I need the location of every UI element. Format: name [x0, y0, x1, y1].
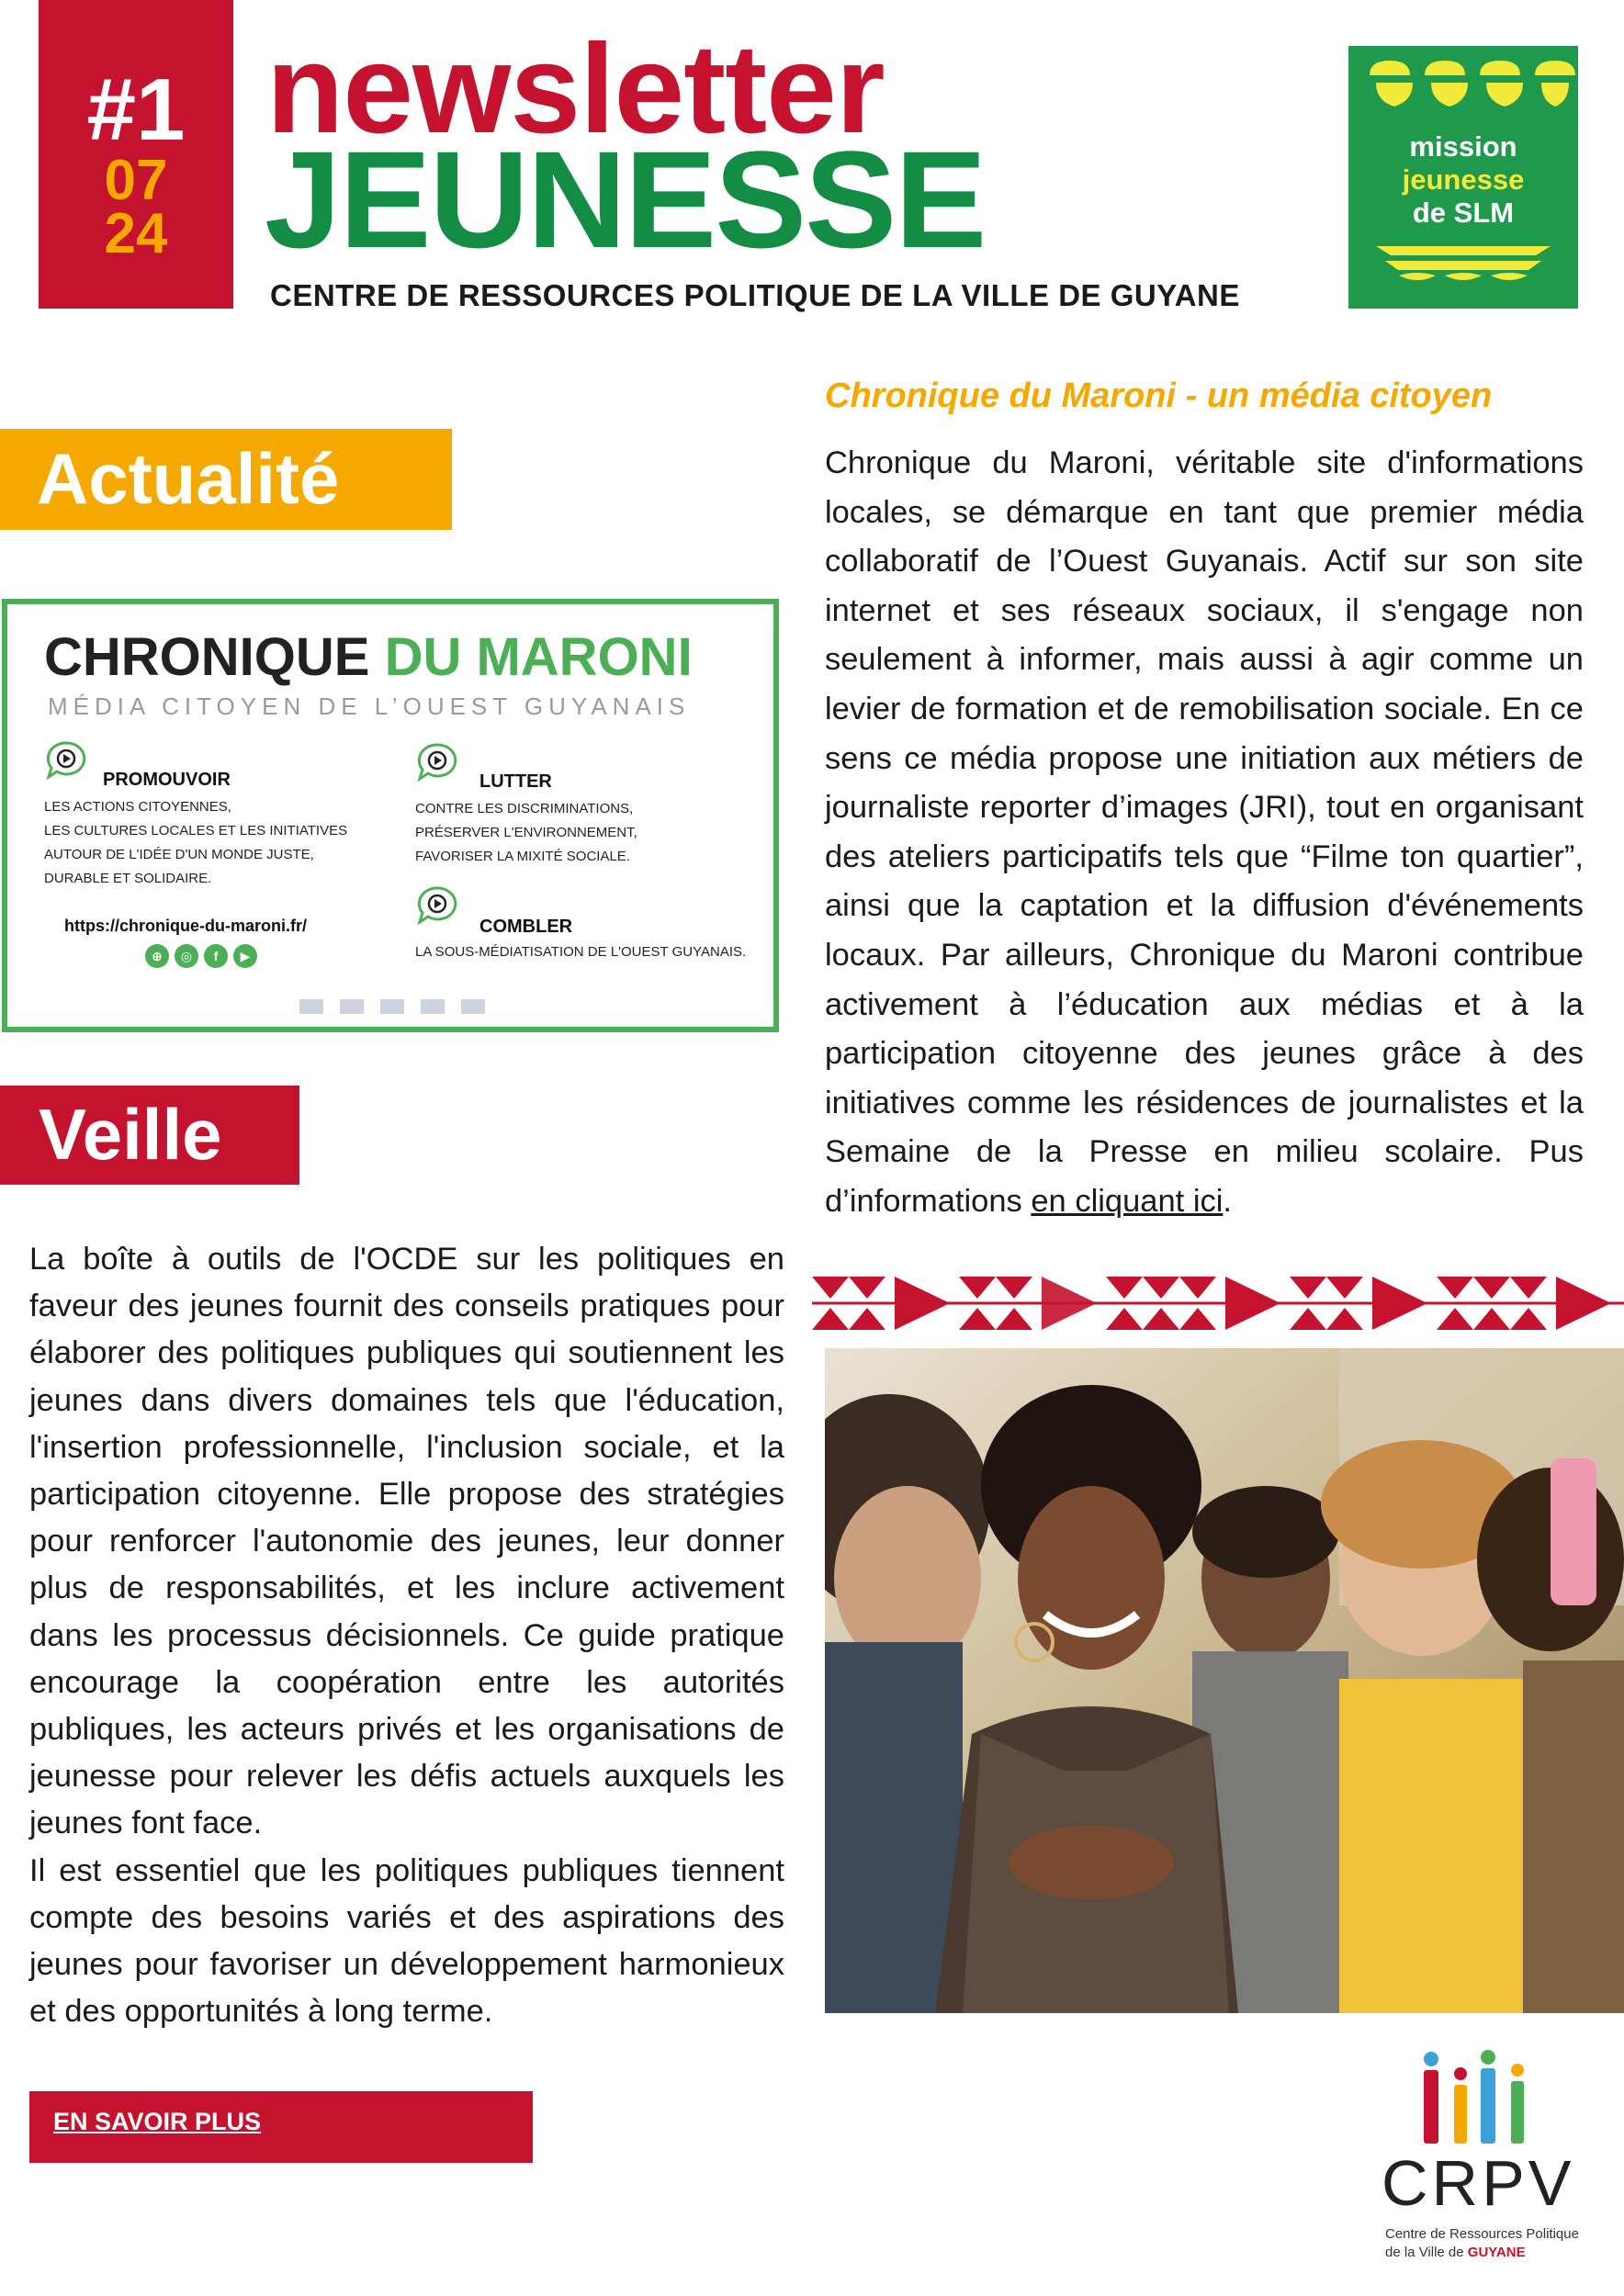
issue-badge [39, 0, 233, 309]
title-jeunesse: JEUNESSE [265, 122, 986, 276]
flyer-item-heading: LUTTER [479, 771, 552, 792]
flyer-title-part2: DU MARONI [384, 627, 693, 687]
youth-group-photo [825, 1348, 1624, 2013]
veille-body [29, 1236, 784, 2035]
sponsor-logo [380, 999, 404, 1014]
leaf-pattern-bottom-icon [1348, 242, 1578, 298]
crpv-logo [1363, 2048, 1584, 2285]
leaf-pattern-top-icon [1348, 57, 1578, 112]
youtube-icon: ▶ [233, 944, 257, 968]
mission-logo-line2: jeunesse [1402, 163, 1525, 196]
flyer-url[interactable]: https://chronique-du-maroni.fr/ [64, 917, 307, 935]
article-end: . [1223, 1183, 1232, 1219]
flyer-item-line: CONTRE LES DISCRIMINATIONS, [415, 801, 634, 816]
veille-paragraph: La boîte à outils de l'OCDE sur les politiques en faveur des jeunes fournit des conseils pratiques pour élaborer des politiques publiques qui soutiennent les jeunes dans divers domaines tels que l'éducation, l'insertion professionnelle, l'inclusion sociale, et la participation citoyenne. Elle propose des stratégies pour renforcer l'autonomie des jeunes, leur donner plus de responsabilités, et les inclure activement dans les processus décisionnels. Ce guide pratique encourage la coopération entre les autorités publiques, les acteurs privés et les organisations de jeunesse pour relever les défis actuels auxquels les jeunes font face. [29, 1242, 784, 1841]
flyer-subtitle: MÉDIA CITOYEN DE L’OUEST GUYANAIS [48, 692, 691, 720]
article-heading: Chronique du Maroni - un média citoyen [825, 377, 1493, 415]
crpv-caption-guyane: GUYANE [1467, 2245, 1526, 2260]
facebook-icon: f [204, 944, 228, 968]
sponsor-logo [421, 999, 445, 1014]
flyer-item-line: AUTOUR DE L'IDÉE D'UN MONDE JUSTE, [44, 847, 314, 862]
flyer-item-text [415, 940, 746, 964]
youth-group-photo-illustration [825, 1348, 1624, 2013]
crpv-caption-line1: Centre de Ressources Politique [1385, 2226, 1579, 2242]
flyer-item-line: FAVORISER LA MIXITÉ SOCIALE. [415, 849, 630, 864]
crpv-caption-line2 [1385, 2245, 1526, 2260]
instagram-icon: ◎ [175, 944, 198, 968]
article-link[interactable]: en cliquant ici [1031, 1183, 1224, 1219]
play-bubble-icon [415, 742, 459, 782]
en-savoir-plus-button[interactable] [29, 2091, 533, 2163]
veille-banner [0, 1086, 299, 1185]
flyer-item-heading: PROMOUVOIR [103, 770, 231, 790]
play-bubble-icon [415, 885, 459, 926]
en-savoir-plus-label: EN SAVOIR PLUS [53, 2108, 262, 2135]
sponsor-logo [299, 999, 323, 1014]
title-newsletter: newsletter [266, 18, 885, 160]
article-body [825, 439, 1584, 1227]
issue-number: #1 [86, 61, 186, 159]
flyer-item-line: LA SOUS-MÉDIATISATION DE L'OUEST GUYANAIS. [415, 944, 747, 960]
mission-logo-line1: mission [1409, 130, 1517, 163]
article-text: Chronique du Maroni, véritable site d'informations locales, se démarque en tant que premier média collaboratif de l’Ouest Guyanais. Actif sur son site internet et ses réseaux sociaux, il s'engage non seulement à informer, mais aussi à agir comme un levier de formation et de remobilisation sociale. En ce sens ce média propose une initiation aux métiers de journaliste reporter d’images (JRI), tout en organisant des ateliers participatifs tels que “Filme ton quartier”, ainsi que la captation et la diffusion d'événements locaux. Par ailleurs, Chronique du Maroni contribue activement à l’éducation aux médias et à la participation citoyenne des jeunes grâce à des initiatives comme les résidences de journalistes et la Semaine de la Presse en milieu scolaire. Pus d’informations [825, 445, 1584, 1219]
issue-year: 24 [104, 202, 168, 265]
chronique-du-maroni-flyer[interactable] [2, 599, 779, 1032]
play-bubble-icon [44, 740, 88, 781]
flyer-item-line: PRÉSERVER L'ENVIRONNEMENT, [415, 825, 637, 840]
flyer-title [44, 628, 693, 687]
sponsor-logo [340, 999, 364, 1014]
header-subtitle: CENTRE DE RESSOURCES POLITIQUE DE LA VILLE DE GUYANE [270, 278, 1240, 312]
flyer-social-icons [145, 944, 257, 968]
tribal-pattern-band [812, 1271, 1624, 1335]
issue-month: 07 [104, 149, 168, 212]
crpv-figures-icon [1404, 2048, 1551, 2149]
mission-logo-text [1348, 130, 1578, 230]
flyer-sponsor-logos [299, 999, 485, 1014]
mission-logo-line3: de SLM [1412, 197, 1515, 229]
actualite-banner [0, 429, 452, 530]
globe-icon: ⊕ [145, 944, 169, 968]
mission-jeunesse-logo [1348, 46, 1578, 309]
flyer-item-text [44, 795, 347, 891]
flyer-title-part1: CHRONIQUE [44, 627, 370, 687]
sponsor-logo [461, 999, 485, 1014]
veille-paragraph: Il est essentiel que les politiques publiques tiennent compte des besoins variés et des aspirations des jeunes pour favoriser un développement harmonieux et des opportunités à long terme. [29, 1852, 784, 2030]
flyer-item-heading: COMBLER [479, 917, 573, 937]
veille-heading: Veille [39, 1094, 222, 1175]
crpv-caption-text: de la Ville de [1385, 2245, 1468, 2260]
flyer-item-line: LES ACTIONS CITOYENNES, [44, 799, 231, 815]
crpv-name: CRPV [1382, 2147, 1575, 2219]
flyer-item-text [415, 797, 637, 869]
actualite-heading: Actualité [37, 438, 340, 519]
flyer-item-line: LES CULTURES LOCALES ET LES INITIATIVES [44, 823, 348, 838]
flyer-item-line: DURABLE ET SOLIDAIRE. [44, 871, 212, 886]
